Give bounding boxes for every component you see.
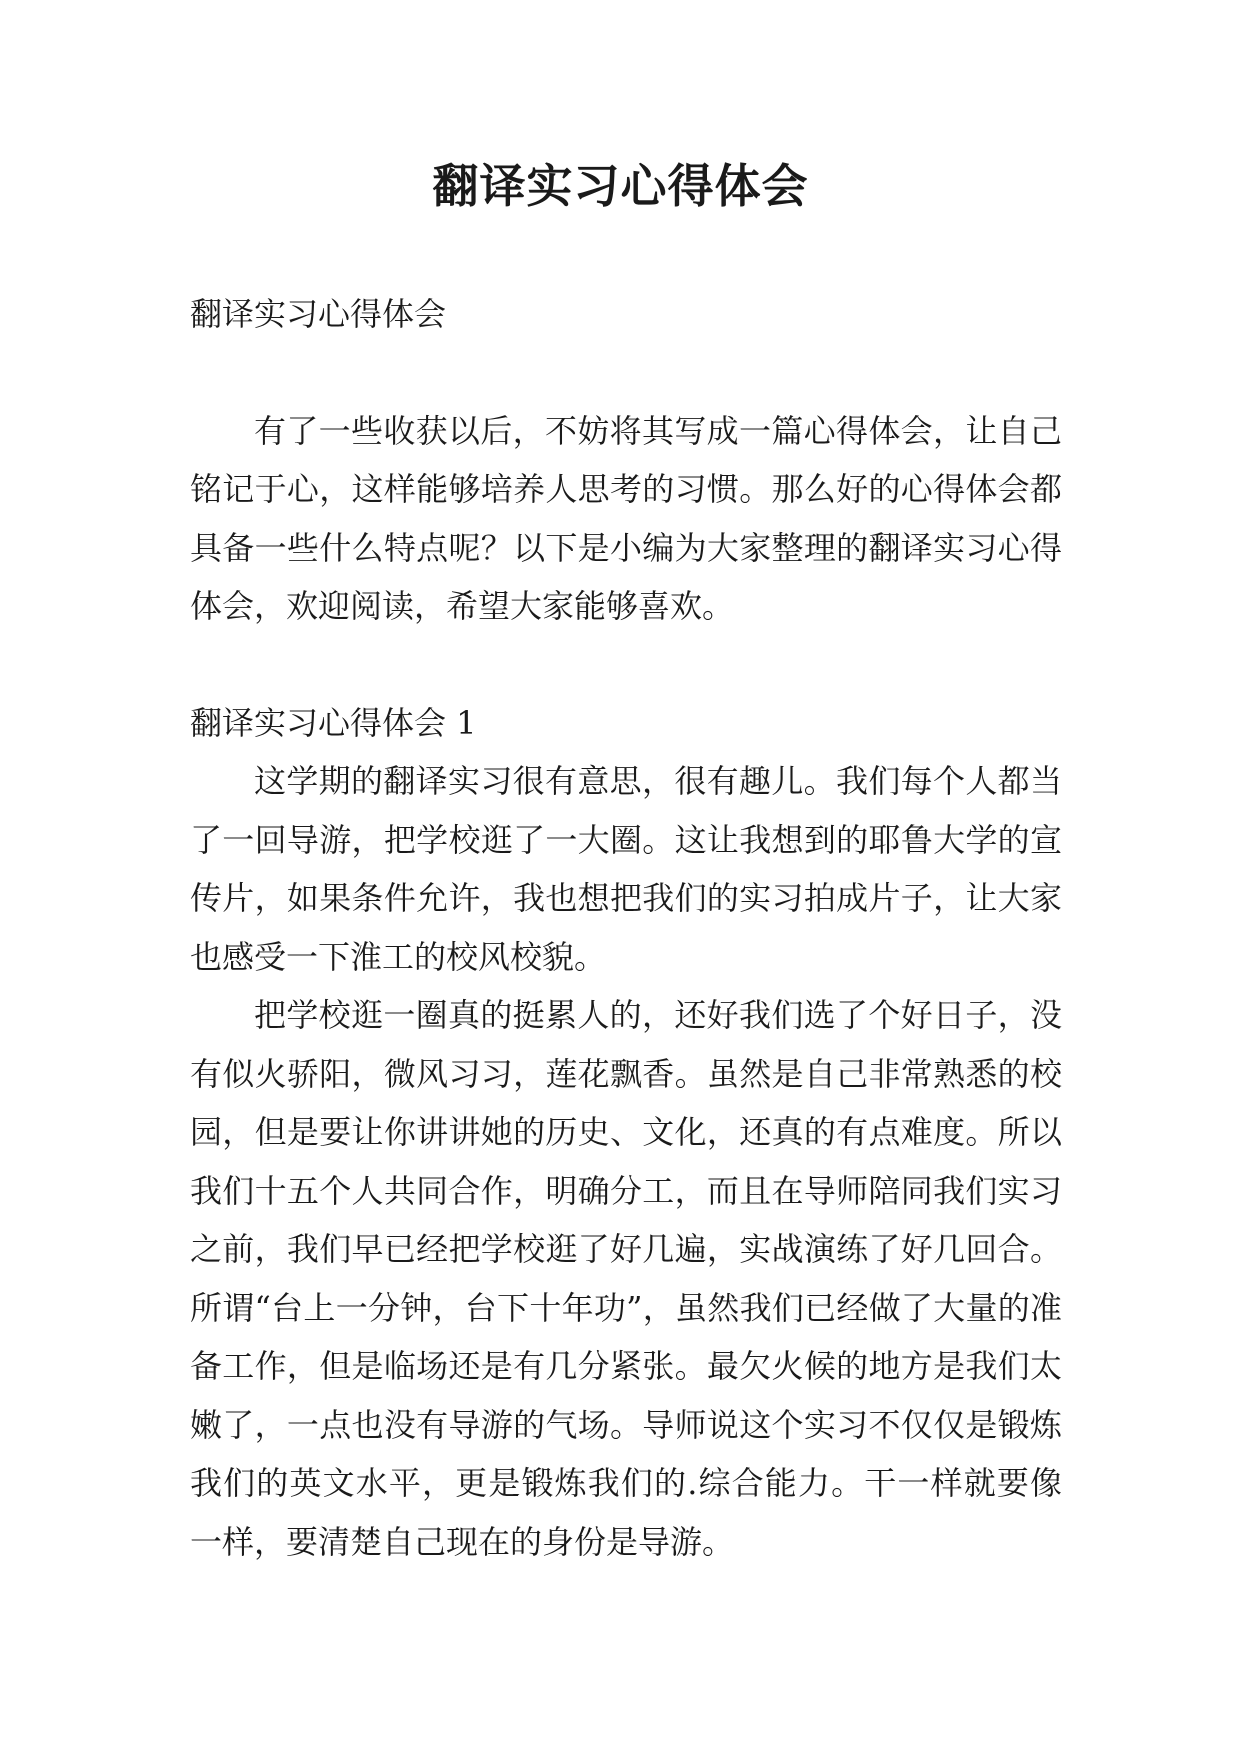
- body-paragraph-2: 把学校逛一圈真的挺累人的，还好我们选了个好日子，没有似火骄阳，微风习习，莲花飘香。虽然是自己非常熟悉的校园，但是要让你讲讲她的历史、文化，还真的有点难度。所以我们十五个人共同合作，明确分工，而且在导师陪同我们实习之前，我们早已经把学校逛了好几遍，实战演练了好几回合。所谓“台上一分钟，台下十年功”，虽然我们已经做了大量的准备工作，但是临场还是有几分紧张。最欠火候的地方是我们太嫩了，一点也没有导游的气场。导师说这个实习不仅仅是锻炼我们的英文水平，更是锻炼我们的.综合能力。干一样就要像一样，要清楚自己现在的身份是导游。: [190, 996, 1062, 1561]
- body-paragraph-1: 这学期的翻译实习很有意思，很有趣儿。我们每个人都当了一回导游，把学校逛了一大圈。这让我想到的耶鲁大学的宣传片，如果条件允许，我也想把我们的实习拍成片子，让大家也感受一下淮工的校风校貌。: [190, 762, 1062, 976]
- section-heading: 翻译实习心得体会 1: [190, 703, 477, 742]
- document-subtitle: 翻译实习心得体会: [190, 295, 447, 333]
- document-title: 翻译实习心得体会: [432, 159, 809, 213]
- intro-paragraph: 有了一些收获以后，不妨将其写成一篇心得体会，让自己铭记于心，这样能够培养人思考的习惯。那么好的心得体会都具备一些什么特点呢？以下是小编为大家整理的翻译实习心得体会，欢迎阅读，希望大家能够喜欢。: [190, 411, 1062, 625]
- document-body: [190, 285, 1062, 1571]
